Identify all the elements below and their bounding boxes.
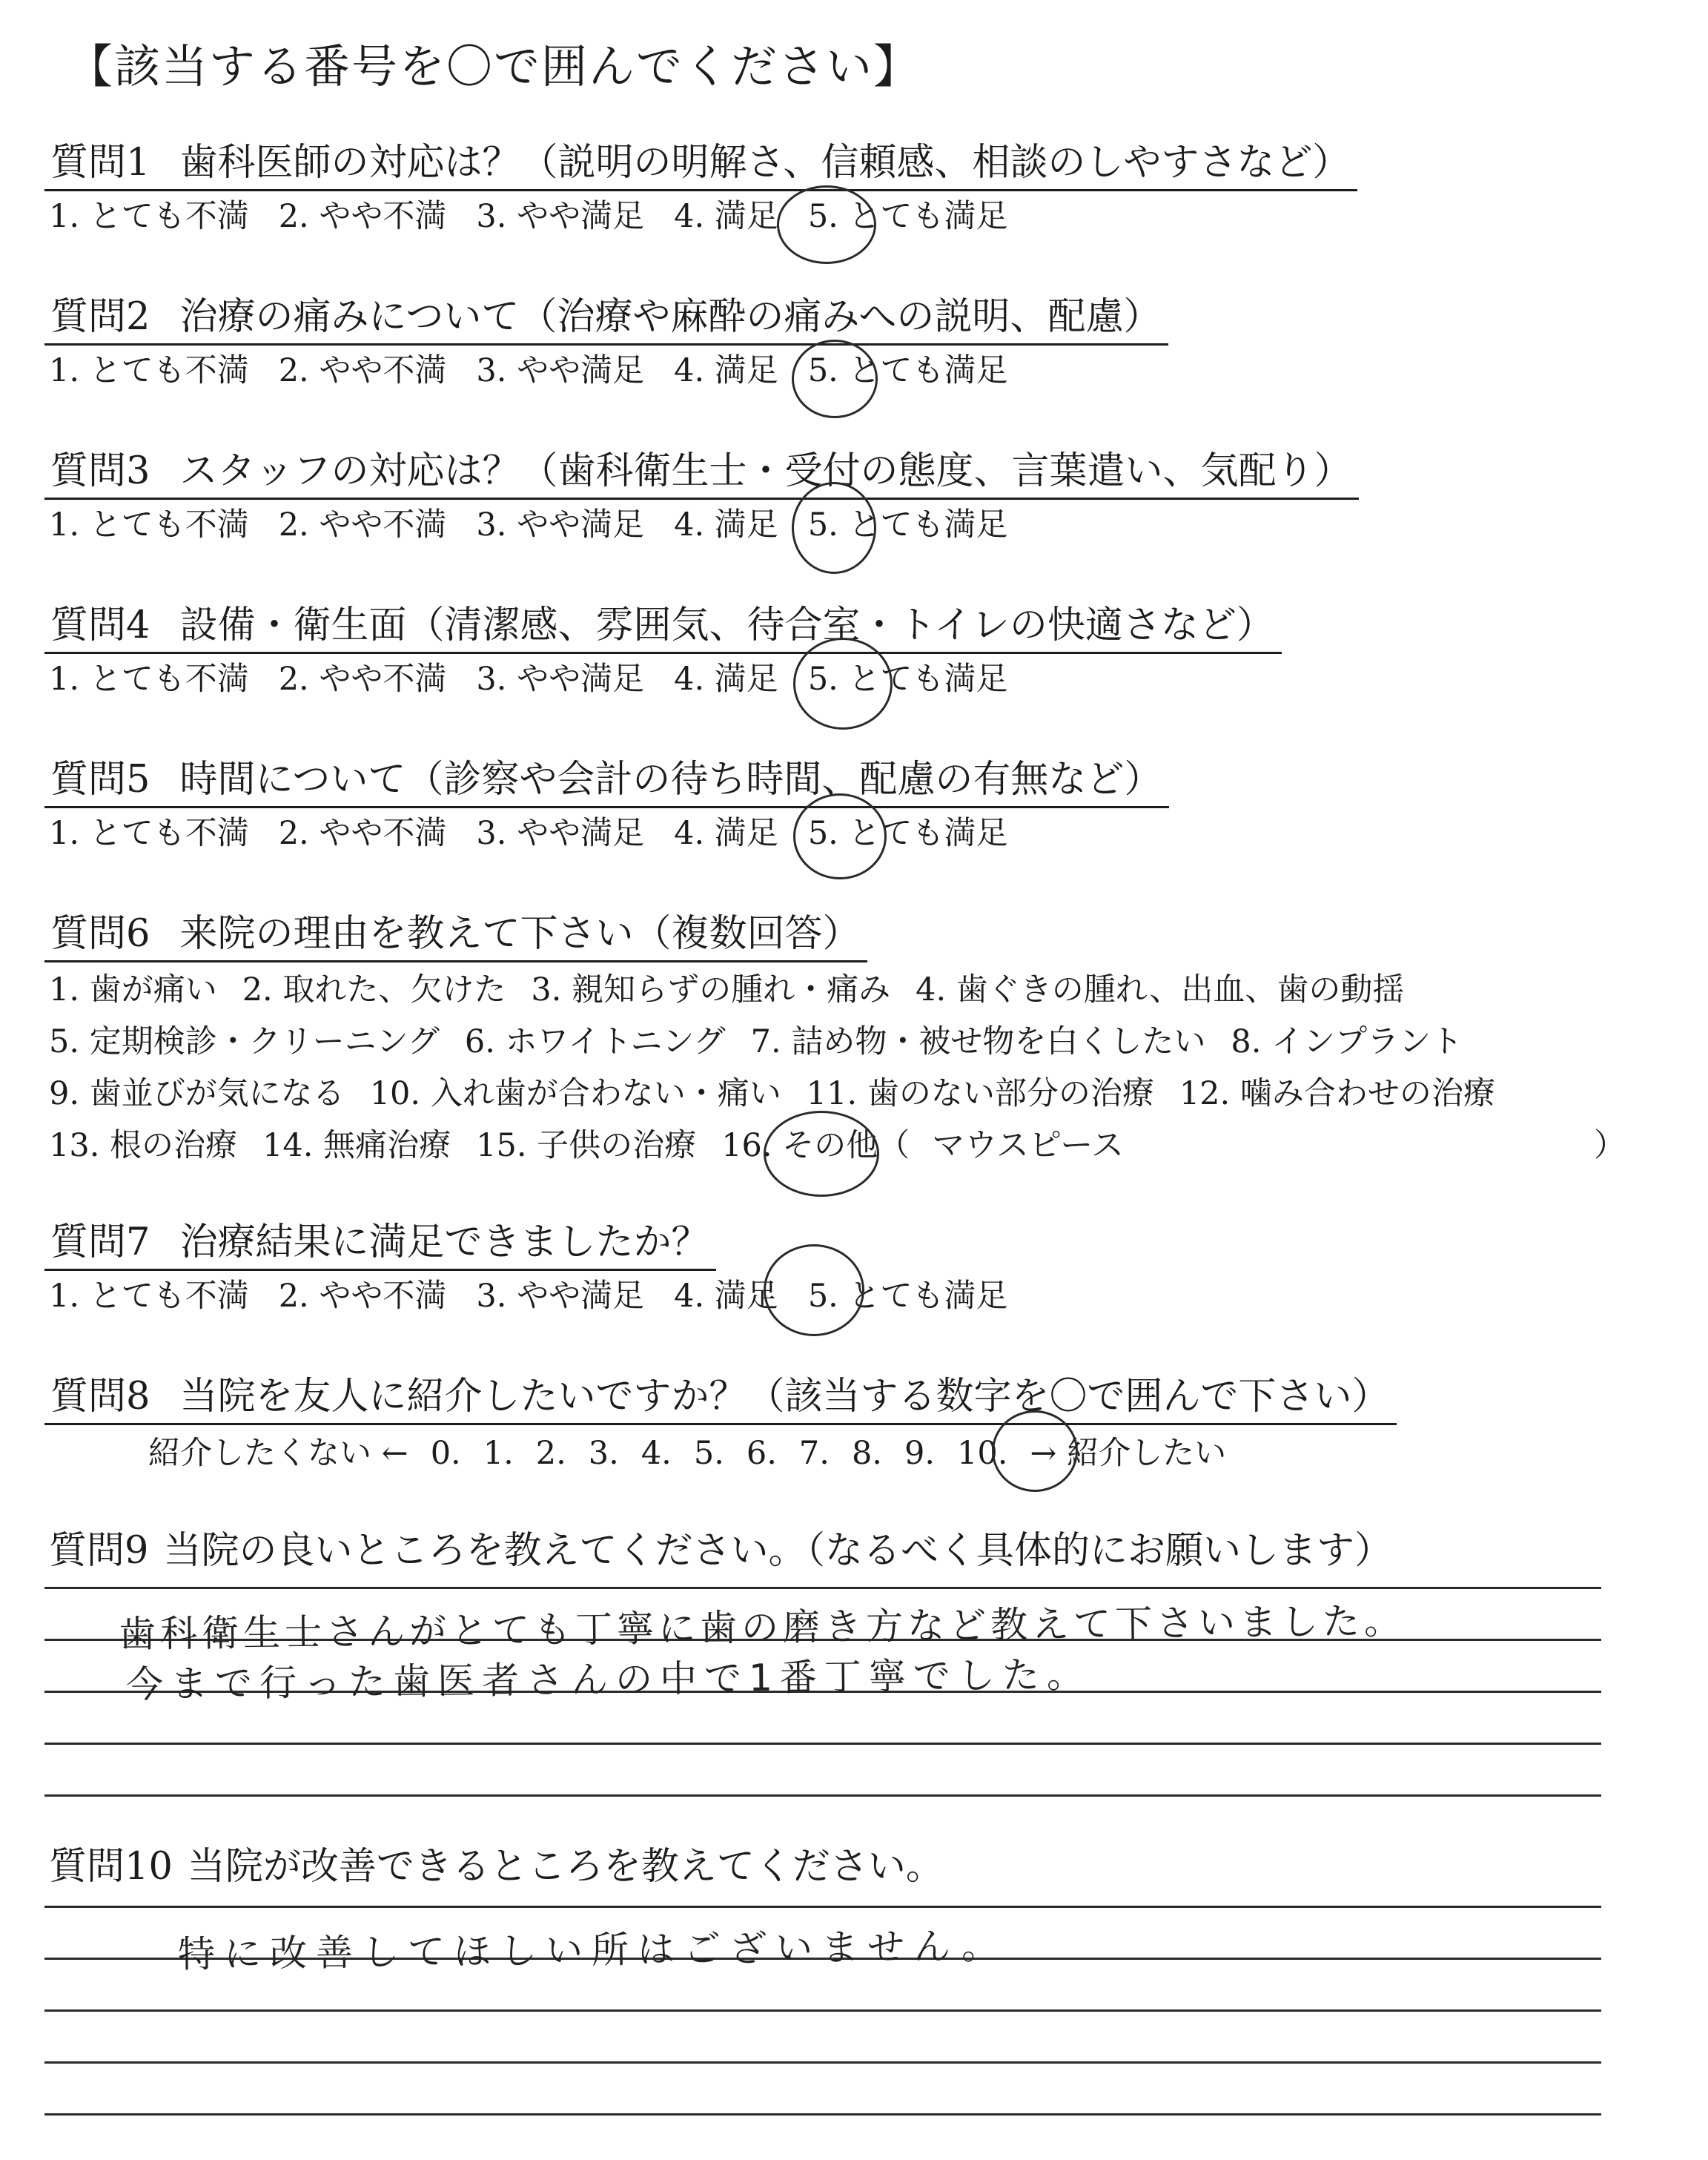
question-6 <box>44 908 1626 1172</box>
question-5-options <box>44 811 1169 856</box>
question-5 <box>44 754 1169 856</box>
option-5[interactable]: 5. とても満足 <box>807 506 1008 544</box>
question-4-title <box>44 600 1282 654</box>
writing-line <box>44 1587 1601 1589</box>
question-number: 質問8 <box>50 1375 150 1418</box>
question-text: 歯科医師の対応は？（説明の明解さ、信頼感、相談のしやすさなど） <box>179 141 1351 185</box>
question-3-options <box>44 503 1359 547</box>
option-1[interactable]: 1. とても不満 <box>49 352 249 389</box>
option-2[interactable]: 2. やや不満 <box>278 198 447 235</box>
option-4[interactable]: 4. 満足 <box>674 352 778 389</box>
question-10-title <box>44 1841 944 1893</box>
option-12[interactable]: 12. 噛み合わせの治療 <box>1179 1075 1495 1112</box>
option-4[interactable]: 4. 満足 <box>674 661 778 698</box>
scale-10[interactable]: 10. <box>957 1435 1008 1472</box>
question-number: 質問6 <box>50 912 150 956</box>
writing-line <box>44 1743 1601 1745</box>
question-7-options <box>44 1274 1038 1318</box>
option-4[interactable]: 4. 満足 <box>674 815 778 852</box>
other-answer-handwriting: マウスピース <box>932 1126 1124 1164</box>
option-1[interactable]: 1. とても不満 <box>49 815 249 852</box>
option-4[interactable]: 4. 歯ぐきの腫れ、出血、歯の動揺 <box>916 971 1405 1008</box>
option-3[interactable]: 3. やや満足 <box>476 506 645 544</box>
scale-4[interactable]: 4. <box>640 1435 672 1472</box>
question-7 <box>44 1217 1038 1318</box>
question-6-options <box>44 964 1626 1172</box>
question-text: 当院が改善できるところを教えてください。 <box>187 1845 944 1889</box>
question-number: 質問7 <box>50 1221 150 1264</box>
scale-5[interactable]: 5. <box>693 1435 724 1472</box>
scale-2[interactable]: 2. <box>535 1435 566 1472</box>
question-3 <box>44 446 1359 547</box>
options-row <box>49 964 1520 1016</box>
option-1[interactable]: 1. とても不満 <box>49 506 249 544</box>
option-2[interactable]: 2. やや不満 <box>278 1278 447 1315</box>
option-3[interactable]: 3. やや満足 <box>476 661 645 698</box>
option-6[interactable]: 6. ホワイトニング <box>464 1023 726 1060</box>
question-text: 治療結果に満足できましたか？ <box>179 1221 709 1264</box>
question-number: 質問3 <box>50 449 150 493</box>
q10-handwritten-answer: 特に改善してほしい所はございません。 <box>177 1924 1008 1976</box>
option-13[interactable]: 13. 根の治療 <box>49 1127 238 1164</box>
question-text: 治療の痛みについて（治療や麻酔の痛みへの説明、配慮） <box>179 295 1162 339</box>
referral-scale <box>44 1431 1397 1476</box>
scale-3[interactable]: 3. <box>588 1435 619 1472</box>
option-1[interactable]: 1. 歯が痛い <box>49 971 217 1008</box>
option-8[interactable]: 8. インプラント <box>1231 1023 1463 1060</box>
option-1[interactable]: 1. とても不満 <box>49 661 249 698</box>
question-text: 設備・衛生面（清潔感、雰囲気、待合室・トイレの快適さなど） <box>179 604 1274 647</box>
options-row <box>49 1068 1520 1120</box>
writing-line <box>44 2009 1601 2012</box>
scale-9[interactable]: 9. <box>904 1435 936 1472</box>
scale-1[interactable]: 1. <box>483 1435 514 1472</box>
option-15[interactable]: 15. 子供の治療 <box>476 1127 697 1164</box>
option-5[interactable]: 5. とても満足 <box>807 198 1008 235</box>
question-text: 時間について（診察や会計の待ち時間、配慮の有無など） <box>179 758 1162 802</box>
scale-6[interactable]: 6. <box>746 1435 777 1472</box>
option-3[interactable]: 3. 親知らずの腫れ・痛み <box>531 971 891 1008</box>
options-row <box>49 1016 1520 1068</box>
question-text: 当院を友人に紹介したいですか？（該当する数字を〇で囲んで下さい） <box>179 1375 1390 1418</box>
option-2[interactable]: 2. 取れた、欠けた <box>242 971 506 1008</box>
option-5[interactable]: 5. 定期検診・クリーニング <box>49 1023 440 1060</box>
question-8-title <box>44 1371 1397 1425</box>
question-4-options <box>44 657 1282 701</box>
option-9[interactable]: 9. 歯並びが気になる <box>49 1075 345 1112</box>
option-5[interactable]: 5. とても満足 <box>807 1278 1008 1315</box>
option-4[interactable]: 4. 満足 <box>674 1278 778 1315</box>
question-3-title <box>44 446 1359 500</box>
page-title: 【該当する番号を〇で囲んでください】 <box>67 39 921 93</box>
question-number: 質問9 <box>49 1529 149 1573</box>
option-7[interactable]: 7. 詰め物・被せ物を白くしたい <box>750 1023 1206 1060</box>
question-text: スタッフの対応は？（歯科衛生士・受付の態度、言葉遣い、気配り） <box>179 449 1352 493</box>
option-3[interactable]: 3. やや満足 <box>476 815 645 852</box>
question-7-title <box>44 1217 716 1271</box>
option-5[interactable]: 5. とても満足 <box>807 661 1008 698</box>
question-1-options <box>44 194 1357 239</box>
options-row <box>49 1120 1626 1172</box>
option-3[interactable]: 3. やや満足 <box>476 352 645 389</box>
question-1 <box>44 137 1357 239</box>
question-2 <box>44 291 1168 393</box>
question-6-title <box>44 908 867 962</box>
question-1-title <box>44 137 1357 191</box>
option-10[interactable]: 10. 入れ歯が合わない・痛い <box>369 1075 781 1112</box>
q9-handwritten-answer-line-1: 歯科衛生士さんがとても丁寧に歯の磨き方など教えて下さいました。 <box>118 1599 1406 1657</box>
option-1[interactable]: 1. とても不満 <box>49 1278 249 1315</box>
scale-7[interactable]: 7. <box>798 1435 830 1472</box>
option-4[interactable]: 4. 満足 <box>674 506 778 544</box>
question-8 <box>44 1371 1397 1476</box>
option-2[interactable]: 2. やや不満 <box>278 352 447 389</box>
scale-0[interactable]: 0. <box>430 1435 461 1472</box>
question-number: 質問4 <box>50 604 150 647</box>
question-2-options <box>44 349 1168 393</box>
option-4[interactable]: 4. 満足 <box>674 198 778 235</box>
option-3[interactable]: 3. やや満足 <box>476 198 645 235</box>
option-11[interactable]: 11. 歯のない部分の治療 <box>806 1075 1154 1112</box>
other-close-paren: ） <box>1594 1127 1626 1164</box>
writing-line <box>44 1906 1601 1908</box>
question-number: 質問1 <box>50 141 150 185</box>
question-number: 質問2 <box>50 295 150 339</box>
question-number: 質問10 <box>49 1845 173 1889</box>
question-text: 当院の良いところを教えてください。（なるべく具体的にお願いします） <box>163 1529 1392 1573</box>
question-4 <box>44 600 1282 701</box>
option-16-other[interactable]: 16. その他（ <box>721 1127 910 1164</box>
option-5[interactable]: 5. とても満足 <box>807 352 1008 389</box>
question-5-title <box>44 754 1169 808</box>
question-9-title <box>44 1525 1392 1577</box>
question-2-title <box>44 291 1168 346</box>
writing-line <box>44 2113 1601 2116</box>
option-14[interactable]: 14. 無痛治療 <box>262 1127 451 1164</box>
writing-line <box>44 1794 1601 1797</box>
q9-handwritten-answer-line-2: 今まで行った歯医者さんの中で1番丁寧でした。 <box>125 1653 1092 1706</box>
option-2[interactable]: 2. やや不満 <box>278 661 447 698</box>
option-2[interactable]: 2. やや不満 <box>278 815 447 852</box>
scale-8[interactable]: 8. <box>851 1435 882 1472</box>
scale-left-label: 紹介したくない ← <box>148 1435 408 1472</box>
option-1[interactable]: 1. とても不満 <box>49 198 249 235</box>
question-text: 来院の理由を教えて下さい（複数回答） <box>179 912 861 956</box>
scale-right-label: → 紹介したい <box>1030 1435 1227 1472</box>
writing-line <box>44 2061 1601 2064</box>
option-5[interactable]: 5. とても満足 <box>807 815 1008 852</box>
question-10 <box>44 1841 944 1893</box>
option-3[interactable]: 3. やや満足 <box>476 1278 645 1315</box>
question-9 <box>44 1525 1392 1577</box>
option-2[interactable]: 2. やや不満 <box>278 506 447 544</box>
question-number: 質問5 <box>50 758 150 802</box>
